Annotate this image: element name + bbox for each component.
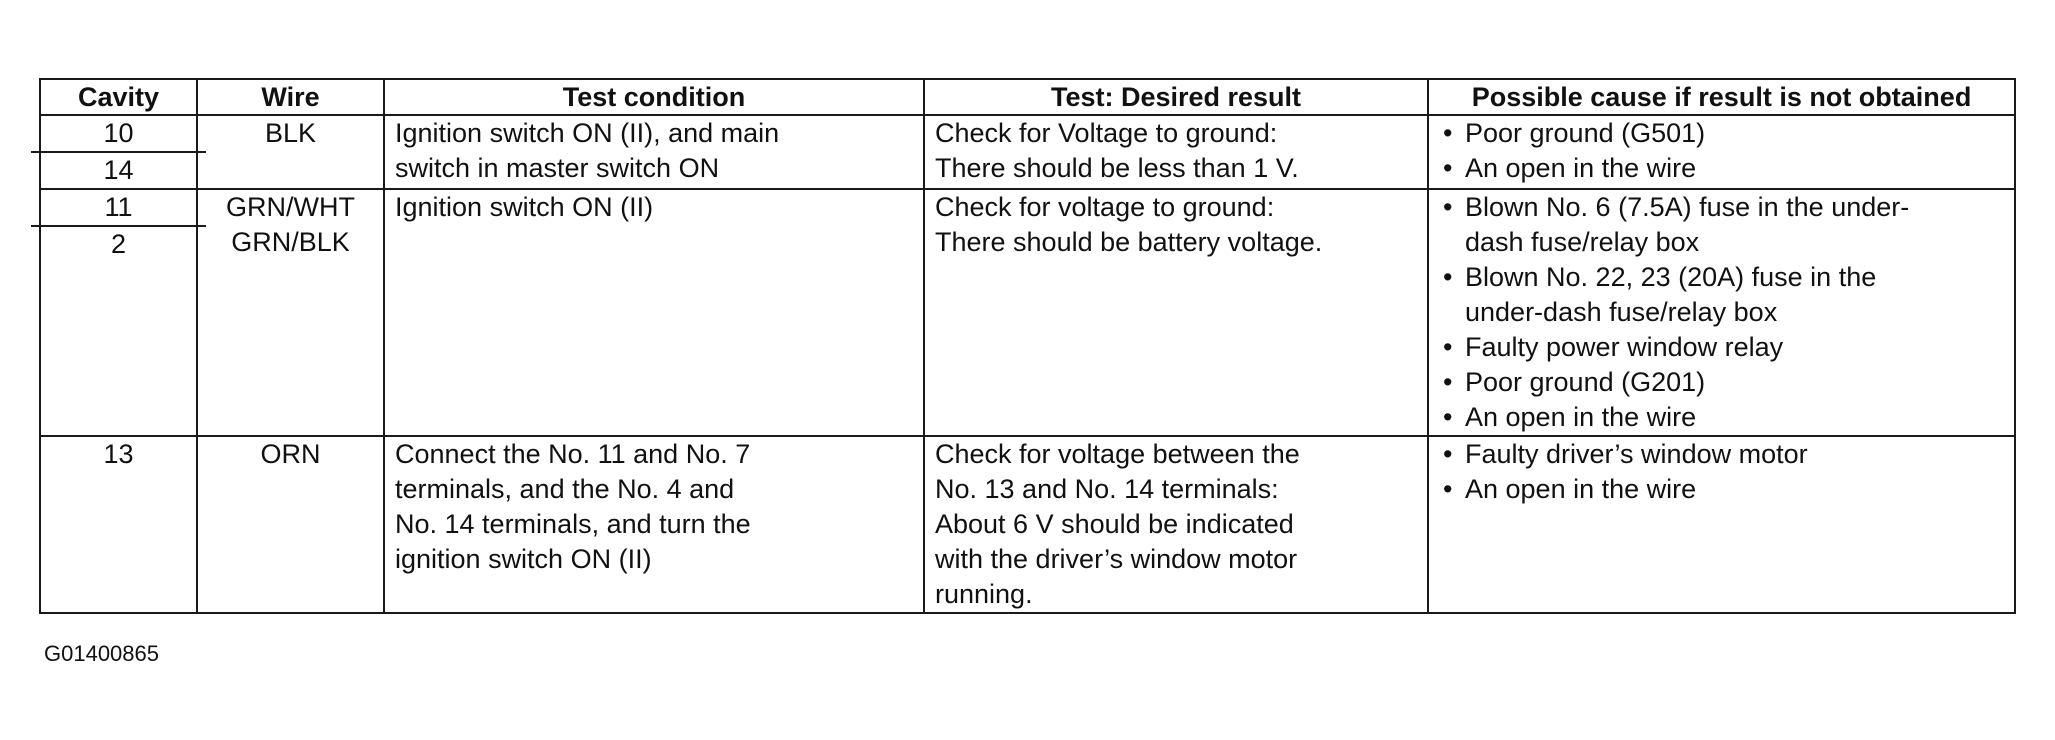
desired-result-line: with the driver’s window motor <box>935 544 1298 574</box>
cause-text: • An open in the wire <box>1465 153 1697 183</box>
wire-cell <box>197 436 384 613</box>
test-condition-line: Ignition switch ON (II), and main <box>395 118 780 148</box>
cause-text: • An open in the wire <box>1465 402 1697 432</box>
test-condition-line: No. 14 terminals, and turn the <box>395 509 751 539</box>
list-item <box>1439 190 2004 260</box>
table-row <box>40 189 2015 436</box>
desired-result-cell <box>924 189 1428 436</box>
cause-text: • Poor ground (G201) <box>1465 367 1706 397</box>
desired-result-line: No. 13 and No. 14 terminals: <box>935 474 1279 504</box>
test-condition-line: terminals, and the No. 4 and <box>395 474 735 504</box>
header-cavity: Cavity <box>40 79 197 115</box>
test-condition-line: Connect the No. 11 and No. 7 <box>395 439 751 469</box>
list-item <box>1439 437 2004 472</box>
desired-result-cell <box>924 115 1428 189</box>
list-item <box>1439 472 2004 507</box>
cavity-value: 10 <box>103 118 134 148</box>
cause-text: dash fuse/relay box <box>1465 227 1700 257</box>
header-wire: Wire <box>197 79 384 115</box>
header-test-condition: Test condition <box>384 79 924 115</box>
test-condition-cell <box>384 189 924 436</box>
possible-cause-cell <box>1428 436 2015 613</box>
cavity-value: 13 <box>103 439 134 469</box>
list-item <box>1439 260 2004 330</box>
wire-color: GRN/WHT <box>226 192 355 222</box>
desired-result-line: running. <box>935 579 1033 609</box>
desired-result-line: Check for Voltage to ground: <box>935 118 1278 148</box>
cause-list <box>1439 190 2004 435</box>
list-item <box>1439 330 2004 365</box>
list-item <box>1439 116 2004 151</box>
cavity-value: 14 <box>31 151 206 188</box>
list-item <box>1439 365 2004 400</box>
cavity-value: 2 <box>31 225 206 262</box>
desired-result-line: Check for voltage between the <box>935 439 1300 469</box>
cause-list <box>1439 116 2004 186</box>
cause-text: • Faulty power window relay <box>1465 332 1784 362</box>
cavity-cell <box>40 115 197 189</box>
wiring-test-table <box>39 78 2016 614</box>
cause-text: • An open in the wire <box>1465 474 1697 504</box>
cavity-value: 11 <box>104 192 133 222</box>
test-condition-line: switch in master switch ON <box>395 153 720 183</box>
test-condition-cell <box>384 115 924 189</box>
possible-cause-cell <box>1428 189 2015 436</box>
test-condition-line: ignition switch ON (II) <box>395 544 652 574</box>
possible-cause-cell <box>1428 115 2015 189</box>
list-item <box>1439 151 2004 186</box>
test-condition-cell <box>384 436 924 613</box>
wire-color: BLK <box>264 118 317 148</box>
desired-result-line: About 6 V should be indicated <box>935 509 1294 539</box>
figure-id: G01400865 <box>44 641 159 666</box>
table-header-row <box>40 79 2015 115</box>
cause-text: • Faulty driver’s window motor <box>1465 439 1808 469</box>
cause-text: • Blown No. 6 (7.5A) fuse in the under- <box>1465 192 1910 222</box>
cause-text: under-dash fuse/relay box <box>1465 297 1778 327</box>
desired-result-cell <box>924 436 1428 613</box>
desired-result-line: There should be battery voltage. <box>935 227 1323 257</box>
wire-cell <box>197 189 384 436</box>
cause-list <box>1439 437 2004 507</box>
desired-result-line: There should be less than 1 V. <box>935 153 1299 183</box>
cavity-cell <box>40 189 197 436</box>
wire-color: GRN/BLK <box>231 227 350 257</box>
desired-result-line: Check for voltage to ground: <box>935 192 1275 222</box>
table-row <box>40 436 2015 613</box>
test-condition-line: Ignition switch ON (II) <box>395 192 654 222</box>
table-row <box>40 115 2015 189</box>
header-desired-result: Test: Desired result <box>924 79 1428 115</box>
cavity-cell <box>40 436 197 613</box>
wire-color: ORN <box>260 439 321 469</box>
cause-text: • Poor ground (G501) <box>1465 118 1706 148</box>
wire-cell <box>197 115 384 189</box>
cause-text: • Blown No. 22, 23 (20A) fuse in the <box>1465 262 1877 292</box>
list-item <box>1439 400 2004 435</box>
header-possible-cause: Possible cause if result is not obtained <box>1428 79 2015 115</box>
